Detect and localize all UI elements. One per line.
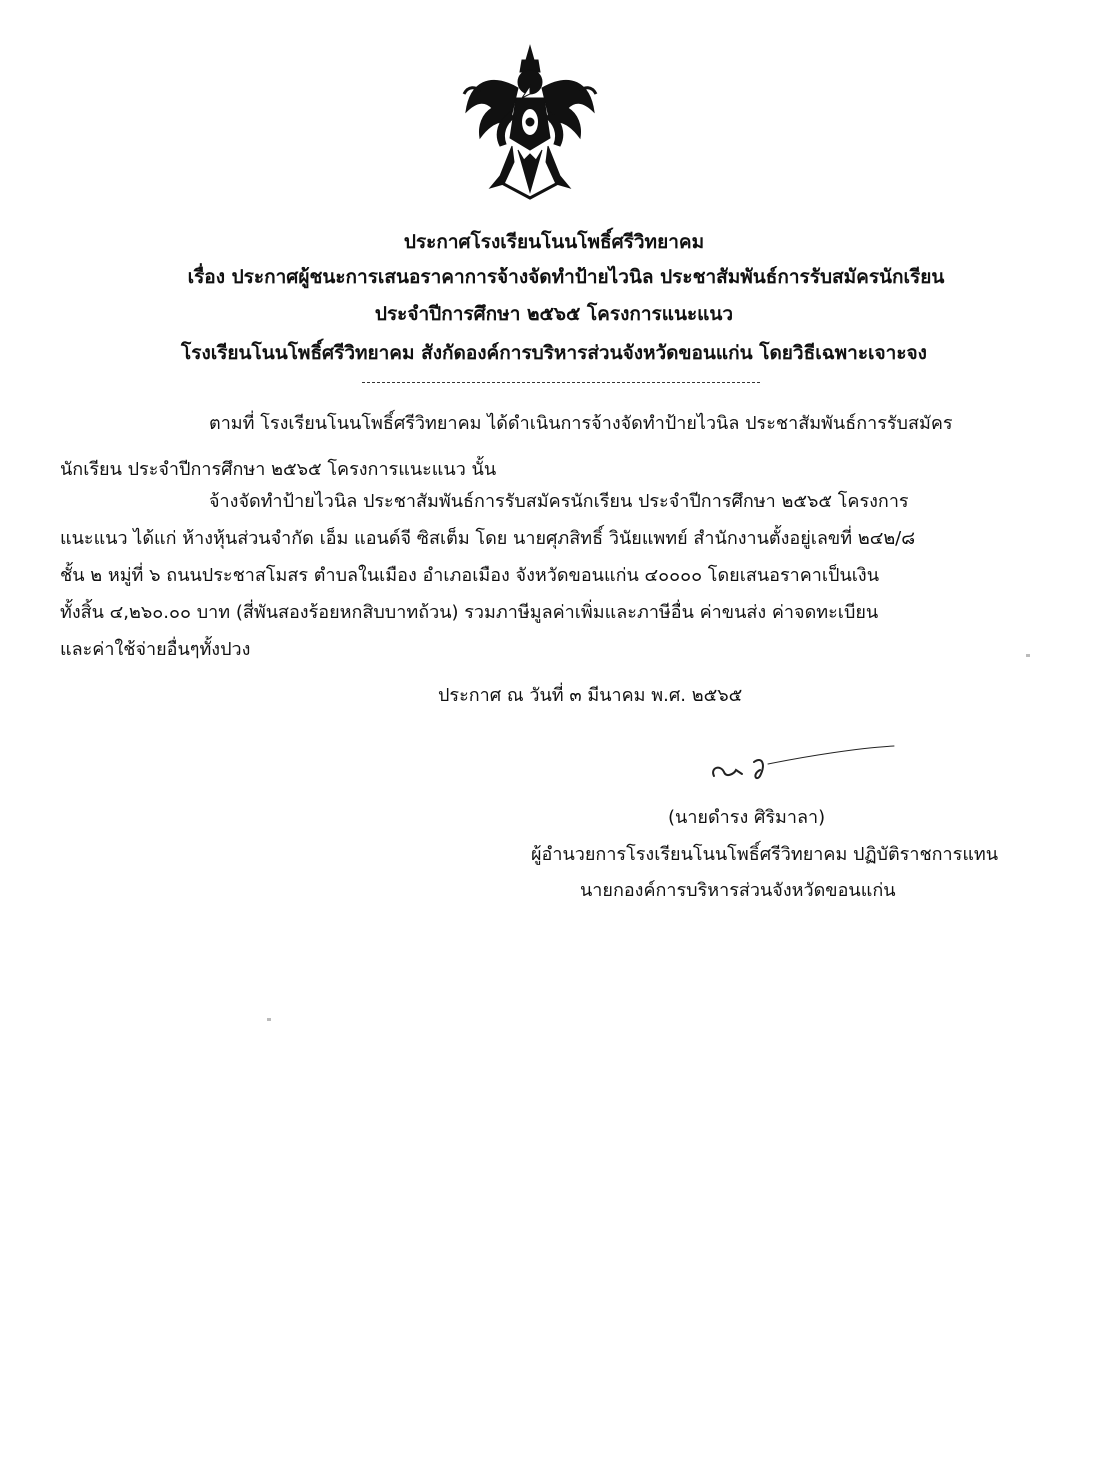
announcement-title: ประกาศโรงเรียนโนนโพธิ์ศรีวิทยาคม: [403, 231, 705, 253]
signatory-position: ผู้อำนวยการโรงเรียนโนนโพธิ์ศรีวิทยาคม ปฏิบัติราชการแทน: [531, 844, 999, 865]
body-paragraph2-line2: แนะแนว ได้แก่ ห้างหุ้นส่วนจำกัด เอ็ม แอนด์จี ซิสเต็ม โดย นายศุภสิทธิ์ วินัยแพทย์ สำนักงานตั้งอยู่เลขที่ ๒๔๒/๘: [60, 528, 916, 549]
body-paragraph1-line2: นักเรียน ประจำปีการศึกษา ๒๕๖๕ โครงการแนะแนว นั้น: [60, 459, 497, 480]
announcement-date: ประกาศ ณ วันที่ ๓ มีนาคม พ.ศ. ๒๕๖๕: [438, 685, 743, 706]
body-paragraph2-line4: ทั้งสิ้น ๔,๒๖๐.๐๐ บาท (สี่พันสองร้อยหกสิบบาทถ้วน) รวมภาษีมูลค่าเพิ่มและภาษีอื่น ค่าขนส่ง ค่าจดทะเบียน: [60, 602, 879, 623]
scan-speck: [1026, 654, 1030, 657]
scan-speck: [267, 1018, 271, 1021]
handwritten-signature-icon: [708, 740, 898, 788]
body-paragraph1-line1: ตามที่ โรงเรียนโนนโพธิ์ศรีวิทยาคม ได้ดำเนินการจ้างจัดทำป้ายไวนิล ประชาสัมพันธ์การรับสมัคร: [209, 413, 953, 434]
body-paragraph2-line1: จ้างจัดทำป้ายไวนิล ประชาสัมพันธ์การรับสมัครนักเรียน ประจำปีการศึกษา ๒๕๖๕ โครงการ: [209, 491, 909, 512]
body-paragraph2-line5: และค่าใช้จ่ายอื่นๆทั้งปวง: [60, 639, 251, 660]
announcement-subject: เรื่อง ประกาศผู้ชนะการเสนอราคาการจ้างจัดทำป้ายไวนิล ประชาสัมพันธ์การรับสมัครนักเรียน: [187, 266, 945, 288]
signatory-name: (นายดำรง ศิริมาลา): [668, 807, 826, 828]
garuda-emblem-icon: [460, 42, 600, 200]
announcement-subject-line2: ประจำปีการศึกษา ๒๕๖๕ โครงการแนะแนว: [374, 303, 734, 325]
signatory-position-line2: นายกองค์การบริหารส่วนจังหวัดขอนแก่น: [580, 880, 896, 901]
announcement-subject-line3: โรงเรียนโนนโพธิ์ศรีวิทยาคม สังกัดองค์การบริหารส่วนจังหวัดขอนแก่น โดยวิธีเฉพาะเจาะจง: [181, 342, 927, 364]
body-paragraph2-line3: ชั้น ๒ หมู่ที่ ๖ ถนนประชาสโมสร ตำบลในเมือง อำเภอเมือง จังหวัดขอนแก่น ๔๐๐๐๐ โดยเสนอราคาเป็นเงิน: [60, 565, 879, 586]
header-divider: [362, 382, 760, 383]
